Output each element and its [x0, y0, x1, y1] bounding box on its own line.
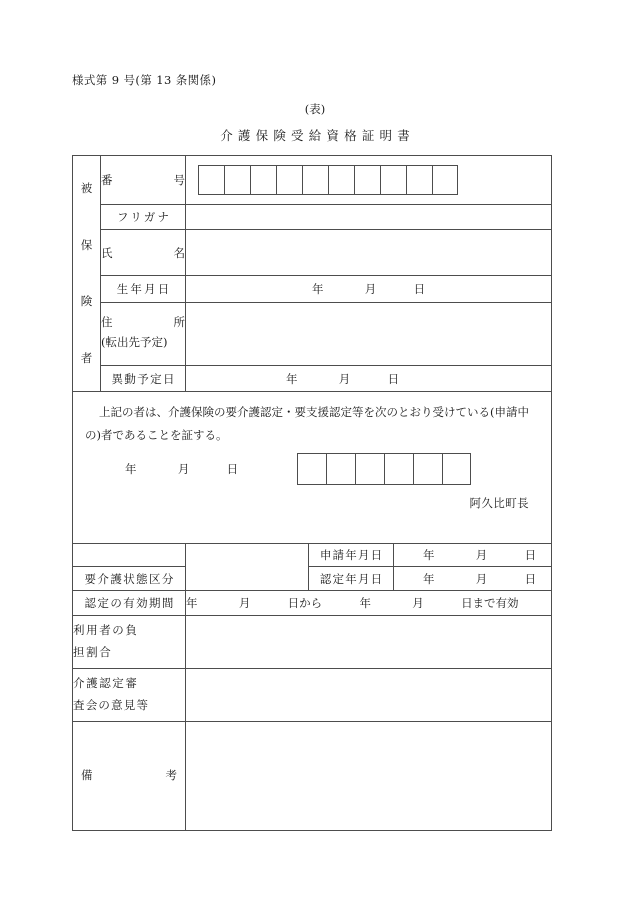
rail-char-4: 者 [80, 350, 93, 365]
label-address-right: 所 [173, 315, 185, 329]
insured-rail [73, 156, 101, 392]
side-mark: (表) [304, 102, 326, 116]
label-address-sub: (転出先予定) [101, 335, 168, 350]
approval-date-year: 年 [422, 571, 435, 586]
issuer-signature: 阿久比町長 [469, 496, 529, 510]
valid-from-month: 月 [238, 596, 251, 610]
number-box[interactable] [224, 165, 250, 195]
label-name-left: 氏 [101, 245, 113, 260]
approval-date-day: 日 [524, 571, 537, 586]
label-furigana [101, 205, 186, 230]
label-copay-rate-line2: 担割合 [73, 645, 113, 659]
label-copay-rate-line1: 利用者の負 [73, 623, 139, 638]
approval-date-month: 月 [475, 571, 488, 586]
issue-date-day: 日 [226, 462, 239, 476]
label-address-left: 住 [101, 315, 113, 329]
table-row-furigana [73, 205, 552, 230]
birthdate-month: 月 [364, 282, 377, 296]
application-date-month: 月 [475, 548, 488, 562]
label-insured-number [101, 156, 186, 205]
seal-box[interactable] [355, 453, 384, 485]
insured-number-boxes[interactable] [198, 165, 551, 195]
statement-line-1: 上記の者は、介護保険の要介護認定・要支援認定等を次のとおり受けている(申請中 [99, 405, 529, 419]
label-board-opinion [73, 669, 186, 722]
label-copay-rate [73, 616, 186, 669]
seal-box[interactable] [413, 453, 442, 485]
valid-to-day: 日まで有効 [461, 596, 519, 610]
field-address[interactable] [186, 303, 552, 366]
label-number-right: 号 [173, 173, 185, 187]
care-level-spacer [73, 544, 186, 567]
table-row-address [73, 303, 552, 366]
label-birthdate-text: 生年月日 [116, 282, 172, 296]
form-number: 様式第 9 号(第 13 条関係) [72, 73, 217, 87]
label-number-left: 番 [101, 173, 113, 187]
valid-from-day: 日から [287, 596, 323, 610]
label-board-opinion-line1: 介護認定審 [73, 676, 139, 691]
label-remarks-right: 考 [165, 768, 177, 783]
label-remarks-left: 備 [81, 768, 93, 783]
field-move-date[interactable] [186, 366, 552, 392]
rail-char-1: 被 [80, 181, 93, 196]
number-box[interactable] [432, 165, 458, 195]
valid-to-year: 年 [359, 596, 371, 610]
application-date-day: 日 [524, 548, 537, 562]
label-board-opinion-line2: 査会の意見等 [73, 698, 150, 712]
table-row-name [73, 230, 552, 276]
number-box[interactable] [406, 165, 432, 195]
document-title: 介護保険受給資格証明書 [220, 128, 415, 143]
seal-box[interactable] [326, 453, 355, 485]
label-move-date [101, 366, 186, 392]
label-name-right: 名 [173, 245, 185, 260]
label-address [101, 303, 186, 366]
issue-date-year: 年 [125, 462, 137, 476]
number-box[interactable] [198, 165, 224, 195]
move-date-year: 年 [285, 371, 298, 386]
label-approval-date: 認定年月日 [309, 567, 394, 591]
table-row-board-opinion [73, 669, 552, 722]
label-name [101, 230, 186, 276]
seal-box[interactable] [384, 453, 413, 485]
statement-line-2: の)者であることを証する。 [85, 428, 228, 442]
number-box[interactable] [354, 165, 380, 195]
field-insured-number[interactable] [186, 156, 552, 205]
statement-cell [73, 392, 552, 544]
table-row-application-date [73, 544, 552, 567]
field-application-date[interactable] [394, 544, 552, 567]
birthdate-year: 年 [311, 282, 324, 296]
label-birthdate [101, 276, 186, 303]
field-care-level[interactable] [186, 544, 309, 591]
statement-text [73, 392, 551, 447]
rail-char-2: 保 [80, 237, 93, 252]
birthdate-day: 日 [413, 282, 426, 296]
table-row-remarks [73, 722, 552, 831]
table-row-valid-period [73, 591, 552, 616]
field-birthdate[interactable] [186, 276, 552, 303]
certificate-table [72, 155, 552, 831]
seal-box[interactable] [442, 453, 471, 485]
label-care-level: 要介護状態区分 [73, 567, 186, 591]
field-copay-rate[interactable] [186, 616, 552, 669]
table-row-number [73, 156, 552, 205]
move-date-month: 月 [338, 371, 351, 386]
table-row-move-date [73, 366, 552, 392]
table-row-approval-date [73, 567, 552, 591]
label-remarks [73, 722, 186, 831]
number-box[interactable] [328, 165, 354, 195]
number-box[interactable] [302, 165, 328, 195]
field-furigana[interactable] [186, 205, 552, 230]
table-row-copay-rate [73, 616, 552, 669]
table-row-birthdate [73, 276, 552, 303]
number-box[interactable] [380, 165, 406, 195]
number-box[interactable] [250, 165, 276, 195]
issue-date-month: 月 [177, 462, 190, 476]
field-board-opinion[interactable] [186, 669, 552, 722]
seal-boxes[interactable] [297, 453, 471, 485]
valid-from-year: 年 [186, 596, 198, 610]
seal-box[interactable] [297, 453, 326, 485]
move-date-day: 日 [387, 371, 400, 386]
label-move-date-text: 異動予定日 [111, 371, 176, 386]
number-box[interactable] [276, 165, 302, 195]
field-valid-period[interactable] [186, 591, 552, 616]
table-row-statement [73, 392, 552, 544]
signature-area [73, 447, 551, 543]
rail-char-3: 険 [80, 294, 93, 309]
field-name[interactable] [186, 230, 552, 276]
label-application-date: 申請年月日 [309, 544, 394, 567]
field-approval-date[interactable] [394, 567, 552, 591]
label-valid-period: 認定の有効期間 [73, 591, 186, 616]
label-furigana-text: フリガナ [116, 210, 172, 224]
valid-to-month: 月 [412, 596, 424, 610]
field-remarks[interactable] [186, 722, 552, 831]
application-date-year: 年 [422, 548, 435, 562]
issue-date[interactable] [125, 461, 238, 477]
